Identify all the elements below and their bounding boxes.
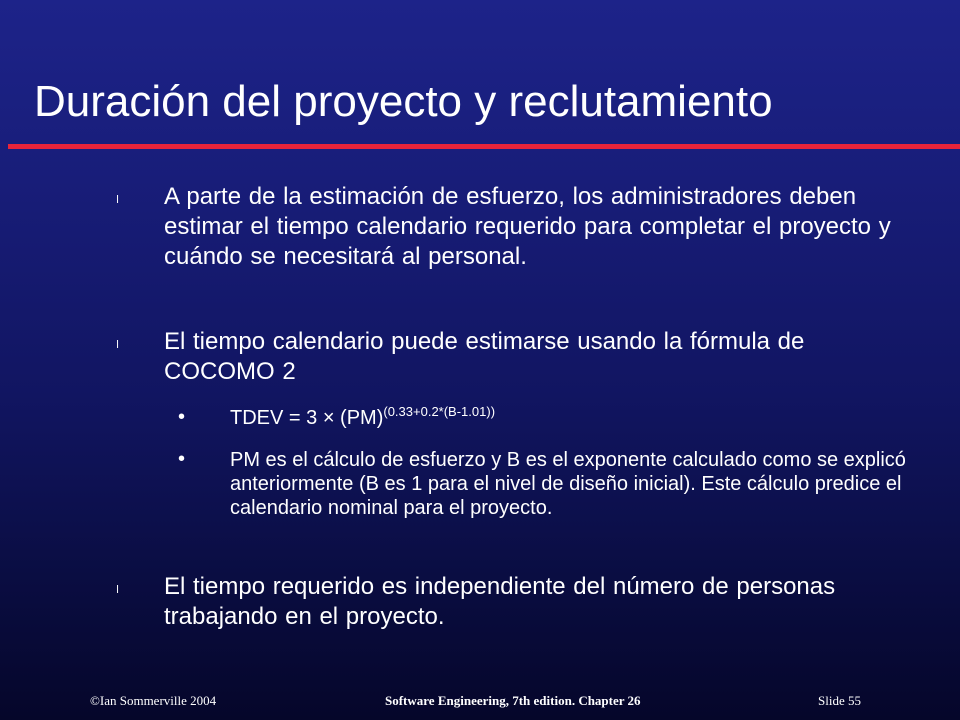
bullet-required-time — [116, 572, 916, 632]
bullet-text: A parte de la estimación de esfuerzo, los administradores deben estimar el tiempo calendario requerido para completar el proyecto y cuándo se necesitará al personal. — [164, 183, 891, 270]
formula-base: TDEV = 3 × (PM) — [230, 407, 384, 429]
footer-slide-number: Slide 55 — [818, 693, 861, 708]
footer-copyright: ©Ian Sommerville 2004 — [90, 693, 217, 708]
sub-bullet-marker: • — [178, 406, 186, 428]
bullet-text: El tiempo calendario puede estimarse usando la fórmula de COCOMO 2 — [164, 328, 805, 385]
bullet-marker: l — [116, 338, 120, 351]
slide-title: Duración del proyecto y reclutamiento — [34, 77, 773, 126]
sub-bullet-pm-explanation — [178, 448, 918, 520]
footer-book-title: Software Engineering, 7th edition. Chapter 26 — [385, 693, 641, 708]
sub-bullet-tdev-formula — [178, 406, 918, 430]
bullet-effort-estimation — [116, 182, 916, 272]
bullet-text: PM es el cálculo de esfuerzo y B es el exponente calculado como se explicó anteriormente (B es 1 para el nivel de diseño inicial). Este cálculo predice el calendario nominal para el proyecto. — [230, 449, 906, 519]
bullet-calendar-time — [116, 327, 916, 387]
bullet-marker: l — [116, 583, 120, 596]
bullet-text: El tiempo requerido es independiente del número de personas trabajando en el proyecto. — [164, 573, 836, 630]
formula-exponent: (0.33+0.2*(B-1.01)) — [383, 404, 496, 419]
sub-bullet-marker: • — [178, 448, 186, 470]
bullet-marker: l — [116, 193, 120, 206]
formula-text — [230, 406, 918, 430]
